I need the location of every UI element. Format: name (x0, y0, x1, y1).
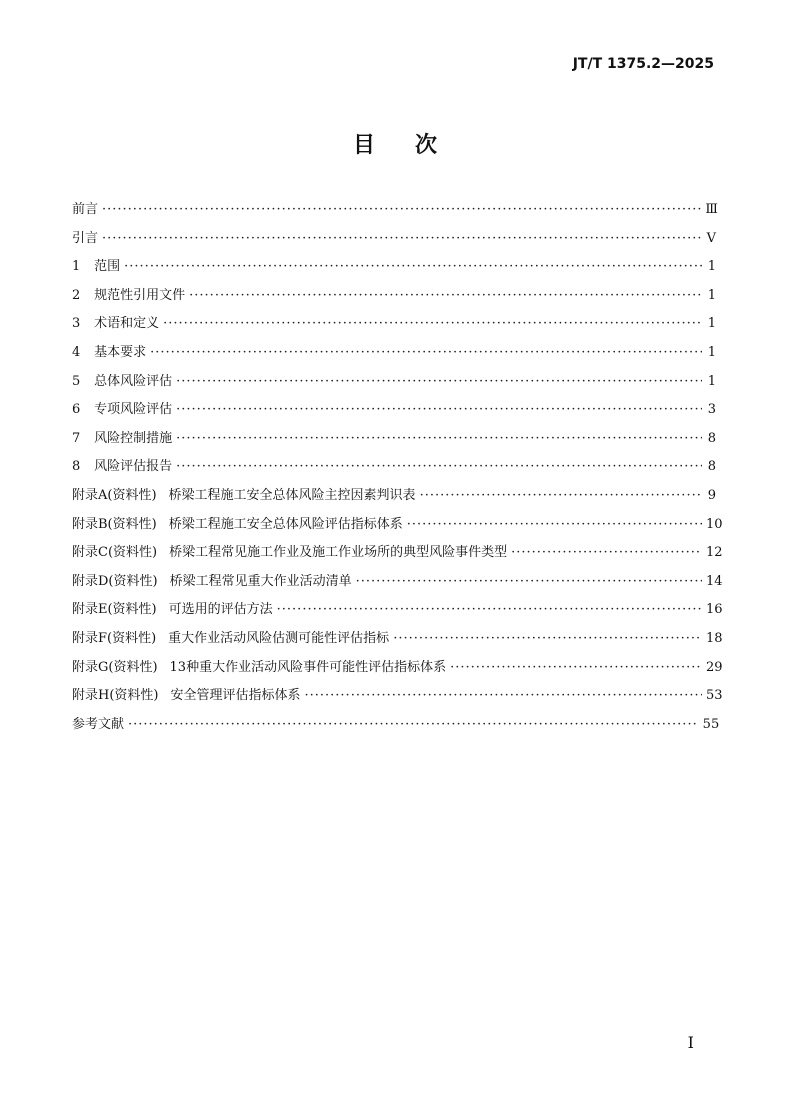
page-number: I (687, 1033, 694, 1052)
toc-entry[interactable] (72, 625, 723, 654)
toc-entry-label (72, 539, 507, 568)
toc-entry-title: 桥梁工程施工安全总体风险主控因素判识表 (168, 487, 416, 503)
toc-entry-page: 1 (707, 373, 716, 389)
toc-entry-label (72, 425, 172, 454)
toc-leader-dots (393, 625, 702, 654)
toc-entry-page: 12 (706, 545, 723, 561)
toc-entry-label (72, 568, 352, 597)
toc-entry-title: 桥梁工程施工安全总体风险评估指标体系 (168, 516, 403, 532)
toc-entry-title: 引言 (72, 230, 99, 246)
toc-entry-appendix-prefix: 附录B(资料性) (72, 516, 157, 532)
toc-entry-title: 风险控制措施 (94, 430, 173, 446)
toc-entry[interactable] (72, 453, 716, 482)
toc-entry-label (72, 453, 172, 482)
toc-entry-page: 9 (707, 487, 716, 503)
toc-entry[interactable] (72, 711, 720, 740)
toc-entry[interactable] (72, 511, 723, 540)
toc-entry-page: V (706, 230, 716, 246)
toc-entry[interactable] (72, 282, 716, 311)
toc-entry-page: 18 (706, 630, 723, 646)
toc-title-char-2: 次 (415, 133, 438, 158)
toc-entry[interactable] (72, 225, 716, 254)
toc-entry-title: 可选用的评估方法 (168, 602, 273, 618)
toc-entry-title: 桥梁工程常见施工作业及施工作业场所的典型风险事件类型 (169, 545, 508, 561)
toc-leader-dots (450, 654, 702, 683)
toc-entry-appendix-prefix: 附录A(资料性) (72, 487, 157, 503)
toc-entry-title: 术语和定义 (94, 316, 160, 332)
toc-title-char-1: 目 (352, 133, 375, 158)
toc-entry-page: Ⅲ (705, 202, 718, 217)
toc-leader-dots (150, 339, 702, 368)
toc-entry[interactable] (72, 682, 723, 711)
toc-entry[interactable] (72, 654, 723, 683)
toc-leader-dots (189, 282, 702, 311)
toc-entry-number: 1 (72, 259, 81, 275)
toc-entry-label (72, 396, 172, 425)
toc-leader-dots (511, 539, 702, 568)
toc-leader-dots (163, 310, 702, 339)
toc-leader-dots (102, 225, 702, 254)
toc-entry-label (72, 310, 159, 339)
toc-entry-appendix-prefix: 附录D(资料性) (72, 573, 158, 589)
toc-leader-dots (176, 425, 702, 454)
toc-leader-dots (176, 368, 702, 397)
toc-entry-label (72, 339, 146, 368)
toc-entry[interactable] (72, 396, 716, 425)
toc-leader-dots (176, 396, 702, 425)
toc-entry[interactable] (72, 253, 716, 282)
toc-entry-label (72, 625, 389, 654)
toc-entry-label (72, 682, 301, 711)
toc-entry-number: 4 (72, 344, 81, 360)
toc-entry[interactable] (72, 339, 716, 368)
toc-leader-dots (305, 682, 703, 711)
toc-entry-title: 前言 (72, 202, 99, 217)
toc-entry-label (72, 196, 98, 225)
toc-entry-appendix-prefix: 附录F(资料性) (72, 630, 157, 646)
toc-entry-number: 7 (72, 430, 81, 446)
toc-entry[interactable] (72, 368, 716, 397)
toc-entry-title: 安全管理评估指标体系 (170, 688, 301, 704)
toc-entry-number: 5 (72, 373, 81, 389)
toc-entry-page: 29 (706, 659, 723, 675)
toc-entry-title: 风险评估报告 (94, 459, 173, 475)
toc-entry-page: 1 (707, 287, 716, 303)
toc-entry-page: 1 (707, 316, 716, 332)
toc-entry-page: 10 (706, 516, 723, 532)
toc-leader-dots (102, 196, 701, 225)
toc-entry-title: 范围 (94, 259, 121, 275)
toc-leader-dots (356, 568, 702, 597)
toc-entry-label (72, 596, 273, 625)
toc-entry-number: 3 (72, 316, 81, 332)
toc-entry[interactable] (72, 196, 716, 225)
toc-entry-page: 8 (707, 459, 716, 475)
toc-entry-title: 基本要求 (94, 344, 147, 360)
toc-entry-title: 13种重大作业活动风险事件可能性评估指标体系 (169, 659, 447, 675)
toc-leader-dots (407, 511, 702, 540)
toc-entry-label (72, 511, 403, 540)
toc-entry[interactable] (72, 425, 716, 454)
toc-entry-number: 6 (72, 402, 81, 418)
document-code: JT/T 1375.2—2025 (572, 56, 714, 72)
toc-entry-number: 2 (72, 287, 81, 303)
toc-entry-title: 规范性引用文件 (94, 287, 186, 303)
toc-leader-dots (176, 453, 702, 482)
toc-entry-title: 专项风险评估 (94, 402, 173, 418)
toc-entry-page: 3 (707, 402, 716, 418)
toc-entry-label (72, 654, 446, 683)
toc-entry-page: 16 (706, 602, 723, 618)
toc-entry-page: 53 (706, 688, 723, 704)
toc-title (0, 128, 790, 159)
toc-entry-title: 桥梁工程常见重大作业活动清单 (169, 573, 352, 589)
toc-entry-title: 重大作业活动风险估测可能性评估指标 (168, 630, 390, 646)
toc-list (72, 196, 723, 739)
toc-entry-title: 总体风险评估 (94, 373, 173, 389)
toc-entry-page: 14 (706, 573, 723, 589)
toc-leader-dots (124, 253, 702, 282)
toc-entry[interactable] (72, 596, 723, 625)
toc-entry-label (72, 482, 416, 511)
toc-entry[interactable] (72, 482, 716, 511)
toc-entry-appendix-prefix: 附录H(资料性) (72, 688, 159, 704)
toc-leader-dots (420, 482, 702, 511)
toc-entry-label (72, 282, 185, 311)
toc-entry[interactable] (72, 568, 723, 597)
toc-entry-label (72, 253, 120, 282)
toc-leader-dots (128, 711, 699, 740)
toc-entry-page: 1 (707, 344, 716, 360)
toc-entry-title: 参考文献 (72, 716, 125, 732)
toc-entry-label (72, 368, 172, 397)
toc-entry-appendix-prefix: 附录E(资料性) (72, 602, 157, 618)
toc-entry-label (72, 711, 124, 740)
toc-entry-label (72, 225, 98, 254)
toc-entry-number: 8 (72, 459, 81, 475)
toc-entry[interactable] (72, 539, 723, 568)
toc-leader-dots (277, 596, 702, 625)
toc-entry-appendix-prefix: 附录C(资料性) (72, 545, 158, 561)
toc-entry[interactable] (72, 310, 716, 339)
toc-entry-page: 55 (702, 716, 720, 732)
toc-entry-page: 1 (707, 259, 716, 275)
toc-entry-appendix-prefix: 附录G(资料性) (72, 659, 158, 675)
toc-entry-page: 8 (707, 430, 716, 446)
